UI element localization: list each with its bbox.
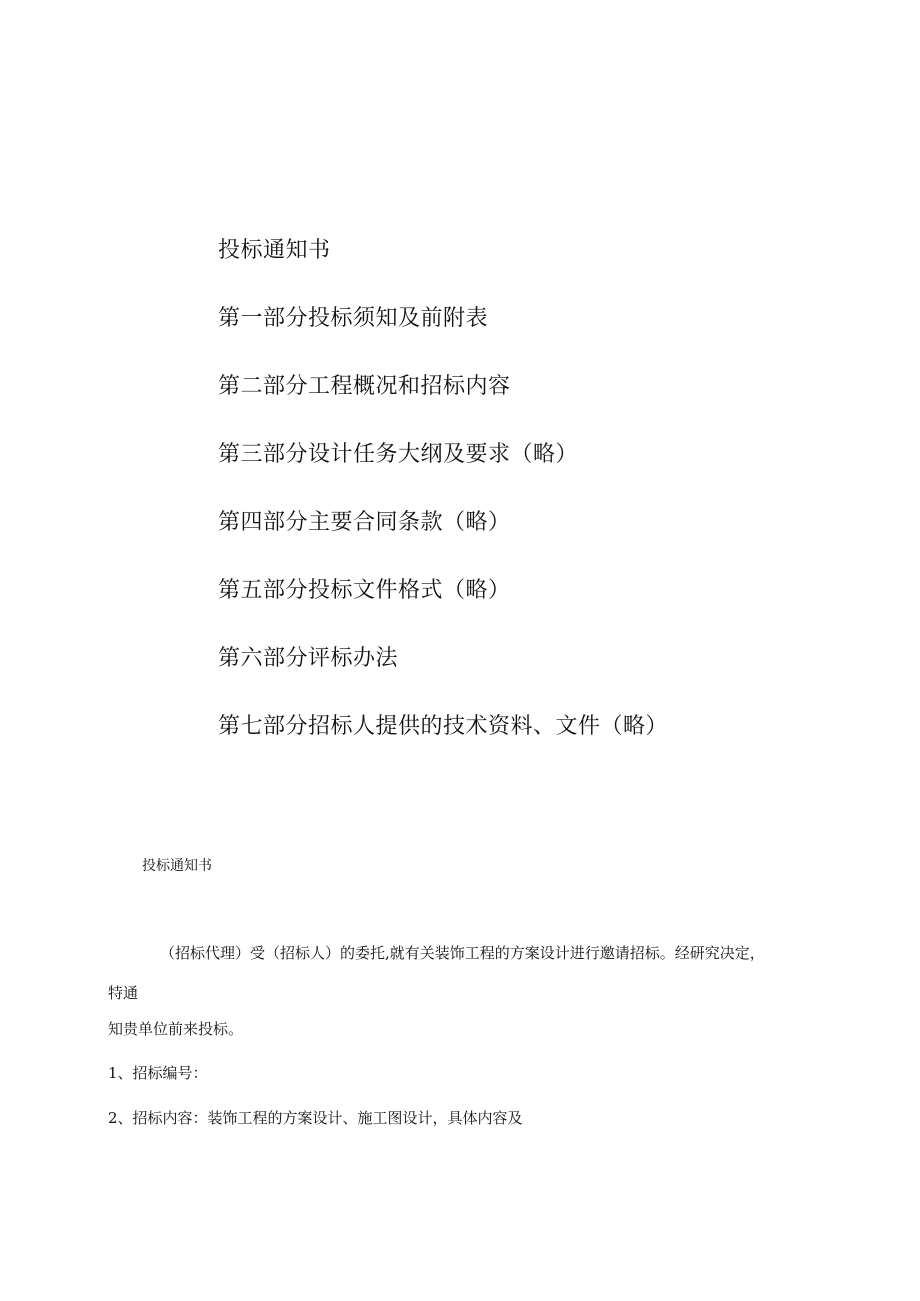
table-of-contents (218, 236, 668, 780)
toc-item-notice: 投标通知书 (218, 238, 331, 263)
toc-item-part-1: 第一部分投标须知及前附表 (218, 306, 489, 331)
notice-title: 投标通知书 (142, 858, 212, 874)
notice-item-bid-number: 1、招标编号： (108, 1064, 208, 1082)
toc-item-part-2: 第二部分工程概况和招标内容 (218, 374, 511, 399)
toc-item-part-6: 第六部分评标办法 (218, 646, 399, 671)
notice-item-bid-content: 2、招标内容：装饰工程的方案设计、施工图设计，具体内容及 (108, 1109, 523, 1127)
toc-item-part-5: 第五部分投标文件格式（略） (218, 578, 511, 603)
notice-paragraph-line-2: 特通 (108, 984, 139, 1002)
notice-paragraph-line-3: 知贵单位前来投标。 (108, 1020, 244, 1038)
notice-paragraph-line-1: （招标代理）受（招标人）的委托,就有关装饰工程的方案设计进行邀请招标。经研究决定， (160, 944, 765, 962)
toc-item-part-3: 第三部分设计任务大纲及要求（略） (218, 442, 579, 467)
toc-item-part-7: 第七部分招标人提供的技术资料、文件（略） (218, 714, 669, 739)
toc-item-part-4: 第四部分主要合同条款（略） (218, 510, 511, 535)
